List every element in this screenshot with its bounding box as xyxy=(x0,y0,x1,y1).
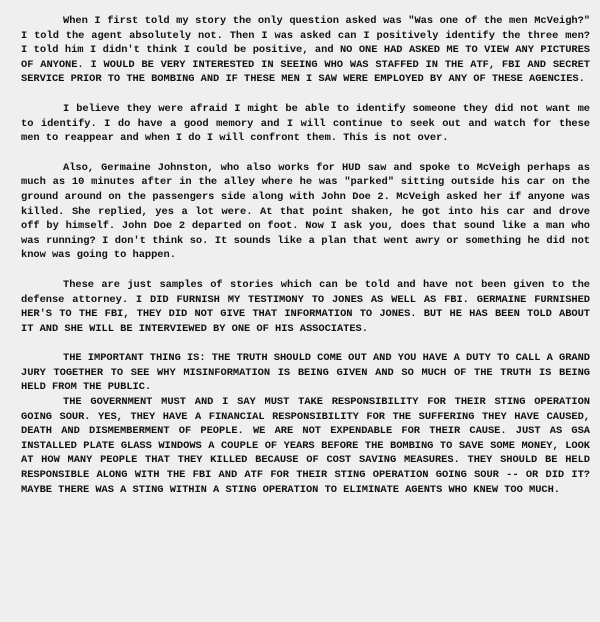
paragraph-1: When I first told my story the only question asked was "Was one of the men McVeigh?" I told the agent absolutely not. Then I was asked can I positively identify the three men? I told him I didn't think I could be positive, and NO ONE HAD ASKED ME TO VIEW ANY PICTURES OF ANYONE. I WOULD BE VERY INTERESTED IN SEEING WHO WAS STAFFED IN THE ATF, FBI AND SECRET SERVICE PRIOR TO THE BOMBING AND IF THESE MEN I SAW WERE EMPLOYED BY ANY OF THESE AGENCIES. xyxy=(21,15,590,86)
paragraph-5: THE IMPORTANT THING IS: THE TRUTH SHOULD COME OUT AND YOU HAVE A DUTY TO CALL A GRAND JURY TOGETHER TO SEE WHY MISINFORMATION IS BEING GIVEN AND SO MUCH OF THE TRUTH IS BEING HELD FROM THE PUBLIC. xyxy=(21,352,590,394)
paragraph-6: THE GOVERNMENT MUST AND I SAY MUST TAKE RESPONSIBILITY FOR THEIR STING OPERATION GOING SOUR. YES, THEY HAVE A FINANCIAL RESPONSIBILITY FOR THE SUFFERING THEY HAVE CAUSED, DEATH AND DISMEMBERMENT OF PEOPLE. WE ARE NOT EXPENDABLE FOR THEIR CAUSE. JUST AS GSA INSTALLED PLATE GLASS WINDOWS A COUPLE OF YEARS BEFORE THE BOMBING TO SAVE SOME MONEY, LOOK AT HOW MANY PEOPLE THAT THEY KILLED BECAUSE OF COST SAVING MEASURES. THEY SHOULD BE HELD RESPONSIBLE ALONG WITH THE FBI AND ATF FOR THEIR STING OPERATION GOING SOUR -- OR DID IT? MAYBE THERE WAS A STING WITHIN A STING OPERATION TO ELIMINATE AGENTS WHO KNEW TOO MUCH. xyxy=(21,396,590,496)
paragraph-4: These are just samples of stories which can be told and have not been given to the defense attorney. I DID FURNISH MY TESTIMONY TO JONES AS WELL AS FBI. GERMAINE FURNISHED HER'S TO THE FBI, THEY DID NOT GIVE THAT INFORMATION TO JONES. BUT HE HAS BEEN TOLD ABOUT IT AND SHE WILL BE INTERVIEWED BY ONE OF HIS ASSOCIATES. xyxy=(21,278,590,335)
paragraph-3: Also, Germaine Johnston, who also works for HUD saw and spoke to McVeigh perhaps as much as 10 minutes after in the alley where he was "parked" sitting outside his car on the ground around on the passengers side along with John Doe 2. McVeigh asked her if anyone was killed. She replied, yes a lot were. At that point shaken, he got into his car and drove off by himself. John Doe 2 departed on foot. Now I ask you, does that sound like a man who was running? I don't think so. It sounds like a plan that went awry or something he did not know was going to happen. xyxy=(21,161,590,262)
paragraph-2: I believe they were afraid I might be able to identify someone they did not want me to identify. I do have a good memory and I will continue to seek out and watch for these men to reappear and when I do I will confront them. This is not over. xyxy=(21,102,590,145)
